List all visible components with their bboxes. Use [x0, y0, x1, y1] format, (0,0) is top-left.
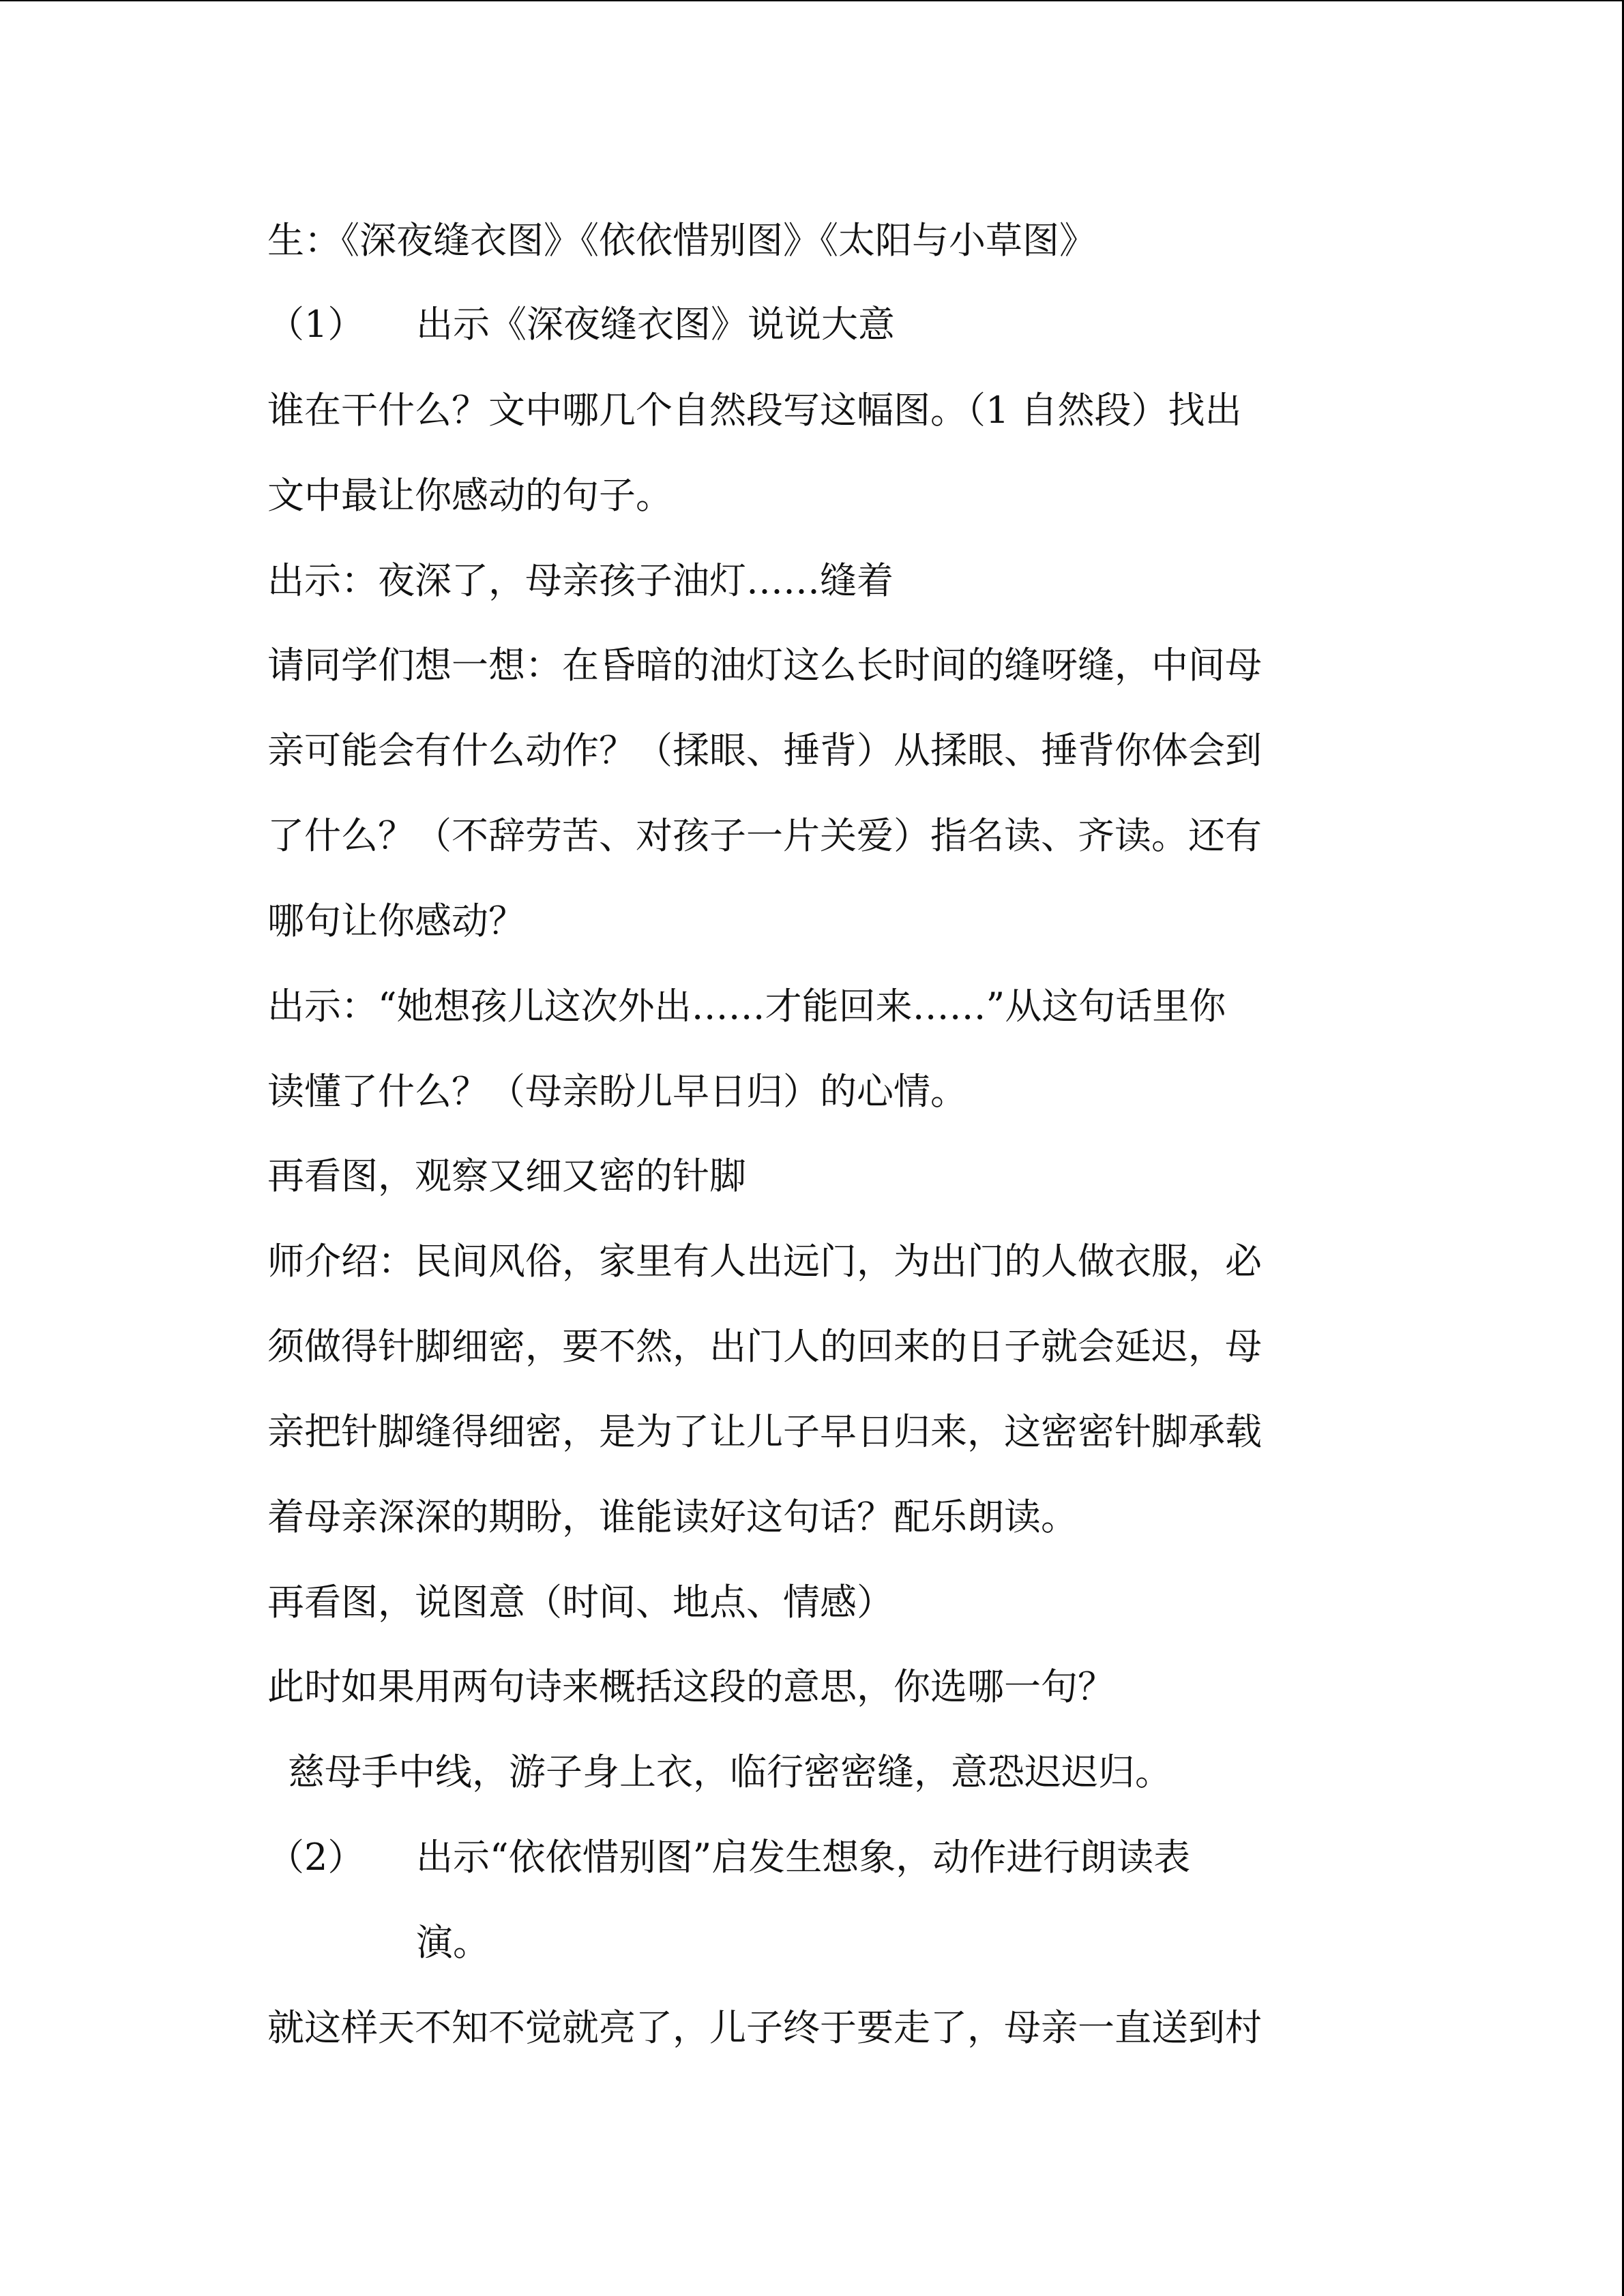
text-line-show-picture-1: 出示《深夜缝衣图》说说大意 — [416, 303, 895, 346]
text-line: 请同学们想一想：在昏暗的油灯这么长时间的缝呀缝，中间母 — [267, 644, 1262, 687]
text-line: 就这样天不知不觉就亮了，儿子终于要走了，母亲一直送到村 — [267, 2006, 1262, 2049]
text-line: 谁在干什么？文中哪几个自然段写这幅图。（1 自然段）找出 — [267, 389, 1242, 432]
text-line: 师介绍：民间风俗，家里有人出远门，为出门的人做衣服，必 — [267, 1240, 1262, 1283]
text-line: 再看图，观察又细又密的针脚 — [267, 1154, 746, 1197]
item-number-2: （2） — [267, 1836, 365, 1879]
page-border-top — [0, 0, 1624, 1]
poem-line: 慈母手中线，游子身上衣，临行密密缝，意恐迟迟归。 — [288, 1750, 1172, 1793]
text-line-students-pictures: 生：《深夜缝衣图》《依依惜别图》《太阳与小草图》 — [267, 219, 1096, 262]
text-line: 须做得针脚细密，要不然，出门人的回来的日子就会延迟，母 — [267, 1325, 1262, 1368]
text-line: 亲把针脚缝得细密，是为了让儿子早日归来，这密密针脚承载 — [267, 1410, 1262, 1453]
text-line: 亲可能会有什么动作？（揉眼、捶背）从揉眼、捶背你体会到 — [267, 729, 1262, 772]
text-line: 此时如果用两句诗来概括这段的意思，你选哪一句？ — [267, 1665, 1114, 1708]
text-line: 出示：夜深了，母亲孩子油灯……缝着 — [267, 559, 894, 602]
text-line: 读懂了什么？（母亲盼儿早日归）的心情。 — [267, 1070, 967, 1113]
text-line-show-picture-2: 出示“依依惜别图”启发生想象，动作进行朗读表 — [416, 1836, 1191, 1879]
text-line: 出示：“她想孩儿这次外出……才能回来……”从这句话里你 — [267, 985, 1226, 1028]
text-line: 了什么？（不辞劳苦、对孩子一片关爱）指名读、齐读。还有 — [267, 814, 1262, 857]
text-line: 再看图，说图意（时间、地点、情感） — [267, 1581, 894, 1624]
text-line: 着母亲深深的期盼，谁能读好这句话？配乐朗读。 — [267, 1495, 1078, 1538]
text-line: 哪句让你感动？ — [267, 899, 525, 942]
text-line: 文中最让你感动的句子。 — [267, 474, 673, 517]
item-number-1: （1） — [267, 303, 365, 346]
text-line-continuation: 演。 — [416, 1921, 490, 1964]
